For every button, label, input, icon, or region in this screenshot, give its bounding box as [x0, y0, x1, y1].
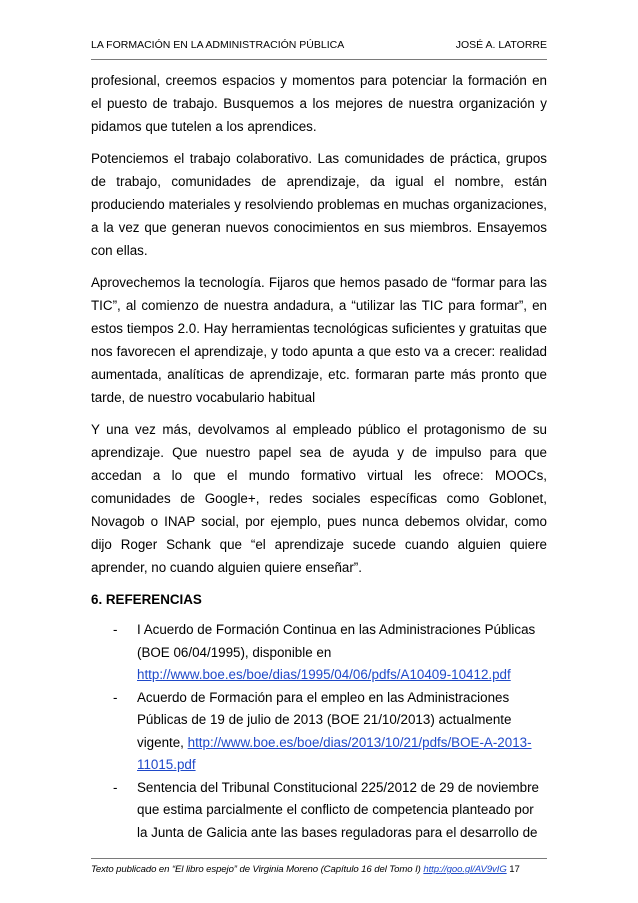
reference-item [91, 687, 547, 777]
reference-item [91, 777, 547, 845]
list-dash: - [113, 622, 118, 637]
page-number: 17 [509, 864, 520, 875]
body-paragraph: Aprovechemos la tecnología. Fijaros que hemos pasado de “formar para las TIC”, al comienzo de nuestra andadura, a “utilizar las TIC para formar”, en estos tiempos 2.0. Hay herramientas tecnológicas suficientes y gratuitas que nos favorecen el aprendizaje, y todo apunta a que esto va a crecer: realidad aumentada, analíticas de aprendizaje, etc. formaran parte más pronto que tarde, de nuestro vocabulario habitual [91, 275, 547, 405]
footer-citation: Texto publicado en “El libro espejo” de Virginia Moreno (Capítulo 16 del Tomo I) [91, 864, 421, 875]
body-paragraph: Y una vez más, devolvamos al empleado público el protagonismo de su aprendizaje. Que nuestro papel sea de ayuda y de impulso para que accedan a lo que el mundo formativo virtual les ofrece: MOOCs, comunidades de Google+, redes sociales específicas como Goblonet, Novagob o INAP social, por ejemplo, pues nunca debemos olvidar, como dijo Roger Schank que “el aprendizaje sucede cuando alguien quiere aprender, no cuando alguien quiere enseñar”. [91, 422, 547, 575]
reference-text: Sentencia del Tribunal Constitucional 225/2012 de 29 de noviembre que estima parcialmente el conflicto de competencia planteado por la Junta de Galicia ante las bases reguladoras para el desarrollo de [137, 779, 539, 840]
page-footer [91, 858, 547, 875]
footer-link[interactable]: http://goo.gl/AV9vIG [423, 864, 507, 875]
reference-text: I Acuerdo de Formación Continua en las Administraciones Públicas (BOE 06/04/1995), disponible en [137, 622, 536, 660]
references-list [91, 619, 547, 844]
body-paragraph: profesional, creemos espacios y momentos para potenciar la formación en el puesto de trabajo. Busquemos a los mejores de nuestra organización y pidamos que tutelen a los aprendices. [91, 73, 547, 134]
reference-link[interactable]: http://www.boe.es/boe/dias/1995/04/06/pdfs/A10409-10412.pdf [137, 667, 511, 682]
section-heading: 6. REFERENCIAS [91, 592, 202, 607]
page-header [91, 39, 547, 60]
reference-item [91, 619, 547, 687]
reference-text: Acuerdo de Formación para el empleo en las Administraciones Públicas de 19 de julio de 2013 (BOE 21/10/2013) actualmente vigente, [137, 689, 512, 750]
reference-link[interactable]: http://www.boe.es/boe/dias/2013/10/21/pdfs/BOE-A-2013-11015.pdf [137, 734, 532, 772]
page-body [91, 69, 547, 844]
list-dash: - [113, 779, 118, 795]
header-title: LA FORMACIÓN EN LA ADMINISTRACIÓN PÚBLICA [91, 39, 345, 51]
body-paragraph: Potenciemos el trabajo colaborativo. Las comunidades de práctica, grupos de trabajo, comunidades de aprendizaje, da igual el nombre, están produciendo materiales y resolviendo problemas en muchas organizaciones, a la vez que generan nuevos conocimientos en sus miembros. Ensayemos con ellas. [91, 151, 547, 258]
header-author: JOSÉ A. LATORRE [455, 39, 547, 51]
list-dash: - [113, 689, 118, 705]
